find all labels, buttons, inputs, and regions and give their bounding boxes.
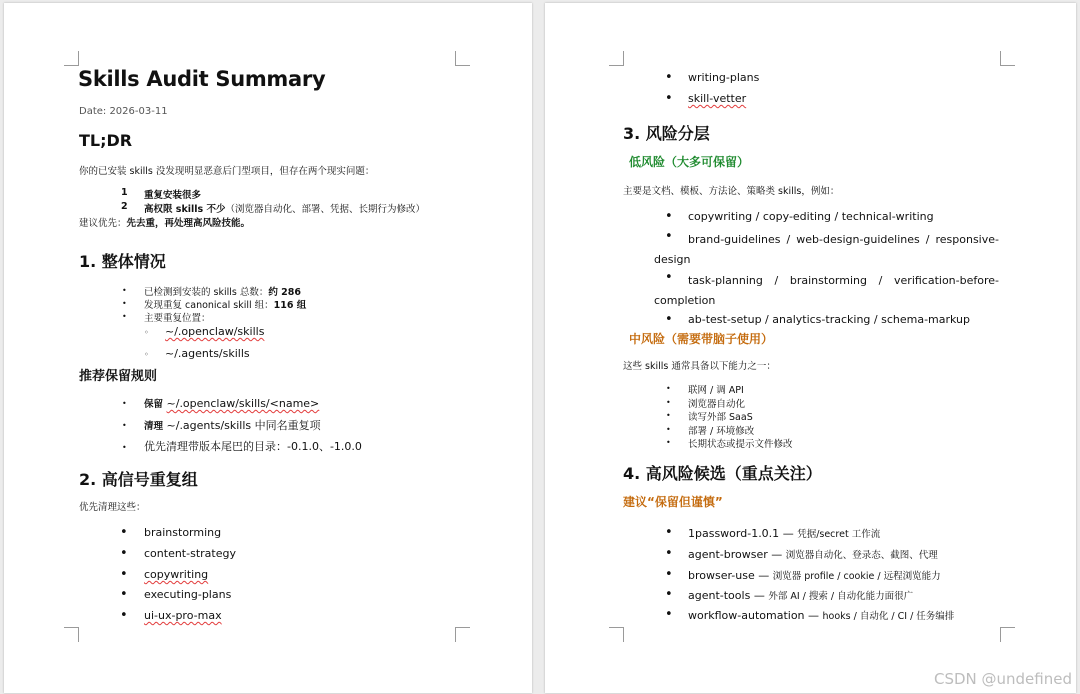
bullet: • — [120, 546, 128, 561]
bullet: • — [665, 587, 673, 602]
high-risk-heading: 建议“保留但谨慎” — [623, 495, 723, 509]
rule-item: 保留 ~/.openclaw/skills/<name> — [144, 397, 320, 410]
location-item: ~/.openclaw/skills — [165, 325, 265, 338]
bullet: • — [666, 438, 671, 447]
high-risk-item: workflow-automation — hooks / 自动化 / CI / 任务编排 — [688, 609, 955, 622]
bullet: • — [120, 587, 128, 602]
bullet: • — [120, 567, 128, 582]
retention-rules-heading: 推荐保留规则 — [79, 369, 158, 384]
bullet: • — [665, 525, 673, 540]
bullet: • — [666, 384, 671, 393]
bullet: • — [122, 299, 127, 308]
crop-mark — [1000, 627, 1015, 642]
mid-risk-heading: 中风险（需要带脑子使用） — [629, 332, 774, 346]
crop-mark — [609, 51, 624, 66]
high-risk-item: browser-use — 浏览器 profile / cookie / 远程浏览能力 — [688, 569, 941, 582]
section-2-heading: 2. 高信号重复组 — [79, 470, 198, 489]
watermark: CSDN @undefined — [933, 670, 1072, 688]
mid-risk-item: 浏览器自动化 — [688, 399, 746, 410]
document-page-left — [4, 3, 532, 693]
bullet: • — [666, 425, 671, 434]
low-risk-item: brand-guidelines / web-design-guidelines / responsive-design — [654, 233, 999, 266]
bullet: • — [665, 209, 673, 224]
dup-group-item: content-strategy — [144, 547, 236, 560]
dup-group-item: ui-ux-pro-max — [144, 609, 222, 622]
bullet: • — [665, 567, 673, 582]
bullet: • — [665, 607, 673, 622]
bullet: • — [665, 91, 673, 106]
section-2-intro: 优先清理这些： — [79, 502, 146, 513]
overview-item: 主要重复位置： — [144, 313, 211, 324]
dup-group-item: copywriting — [144, 568, 209, 581]
document-page-right — [545, 3, 1076, 693]
bullet: • — [665, 229, 673, 244]
low-risk-item: ab-test-setup / analytics-tracking / schema-markup — [688, 313, 970, 326]
bullet: • — [666, 398, 671, 407]
bullet: • — [665, 312, 673, 327]
bullet: • — [665, 546, 673, 561]
bullet: • — [122, 286, 127, 295]
mid-risk-item: 部署 / 环境修改 — [688, 426, 755, 437]
bullet: • — [122, 312, 127, 321]
low-risk-heading: 低风险（大多可保留） — [629, 155, 750, 169]
crop-mark — [64, 51, 79, 66]
high-risk-item: agent-tools — 外部 AI / 搜索 / 自动化能力面很广 — [688, 589, 914, 602]
crop-mark — [1000, 51, 1015, 66]
rule-item: 优先清理带版本尾巴的目录：-0.1.0、-1.0.0 — [144, 440, 362, 453]
crop-mark — [64, 627, 79, 642]
low-risk-item: task-planning / brainstorming / verification-before-completion — [654, 274, 999, 307]
tldr-intro: 你的已安装 skills 没发现明显恶意后门型项目，但存在两个现实问题： — [79, 166, 375, 177]
high-risk-item: 1password-1.0.1 — 凭据/secret 工作流 — [688, 527, 881, 540]
rule-item: 清理 ~/.agents/skills 中同名重复项 — [144, 419, 321, 432]
dup-group-item: executing-plans — [144, 588, 232, 601]
issue-number: 2 — [121, 201, 128, 212]
tldr-heading: TL;DR — [79, 131, 133, 150]
section-3-heading: 3. 风险分层 — [623, 124, 710, 143]
crop-mark — [609, 627, 624, 642]
bullet: • — [665, 70, 673, 85]
bullet: • — [120, 525, 128, 540]
dup-group-item: brainstorming — [144, 526, 222, 539]
dup-group-item: skill-vetter — [688, 92, 747, 105]
mid-risk-intro: 这些 skills 通常具备以下能力之一： — [623, 361, 776, 372]
dup-group-item: writing-plans — [688, 71, 760, 84]
mid-risk-item: 联网 / 调 API — [688, 385, 744, 396]
high-risk-item: agent-browser — 浏览器自动化、登录态、截图、代理 — [688, 548, 938, 561]
mid-risk-item: 长期状态或提示文件修改 — [688, 439, 793, 450]
document-title: Skills Audit Summary — [78, 67, 326, 91]
issue-text: 高权限 skills 不少（浏览器自动化、部署、凭据、长期行为修改） — [144, 204, 426, 215]
low-risk-intro: 主要是文档、模板、方法论、策略类 skills，例如： — [623, 186, 840, 197]
bullet: • — [122, 421, 127, 430]
section-1-heading: 1. 整体情况 — [79, 252, 166, 271]
sub-bullet: ◦ — [144, 328, 149, 337]
bullet: • — [122, 443, 127, 452]
location-item: ~/.agents/skills — [165, 347, 250, 360]
crop-mark — [455, 51, 470, 66]
document-date: Date: 2026-03-11 — [79, 106, 168, 117]
tldr-advice: 建议优先：先去重，再处理高风险技能。 — [79, 218, 251, 229]
overview-item: 发现重复 canonical skill 组：116 组 — [144, 300, 307, 311]
bullet: • — [666, 411, 671, 420]
bullet: • — [122, 399, 127, 408]
sub-bullet: ◦ — [144, 350, 149, 359]
bullet: • — [120, 608, 128, 623]
issue-number: 1 — [121, 187, 128, 198]
crop-mark — [455, 627, 470, 642]
low-risk-item: copywriting / copy-editing / technical-writing — [688, 210, 934, 223]
issue-text: 重复安装很多 — [144, 190, 202, 201]
mid-risk-item: 读写外部 SaaS — [688, 412, 753, 423]
bullet: • — [665, 270, 673, 285]
overview-item: 已检测到安装的 skills 总数：约 286 — [144, 287, 301, 298]
section-4-heading: 4. 高风险候选（重点关注） — [623, 464, 822, 483]
